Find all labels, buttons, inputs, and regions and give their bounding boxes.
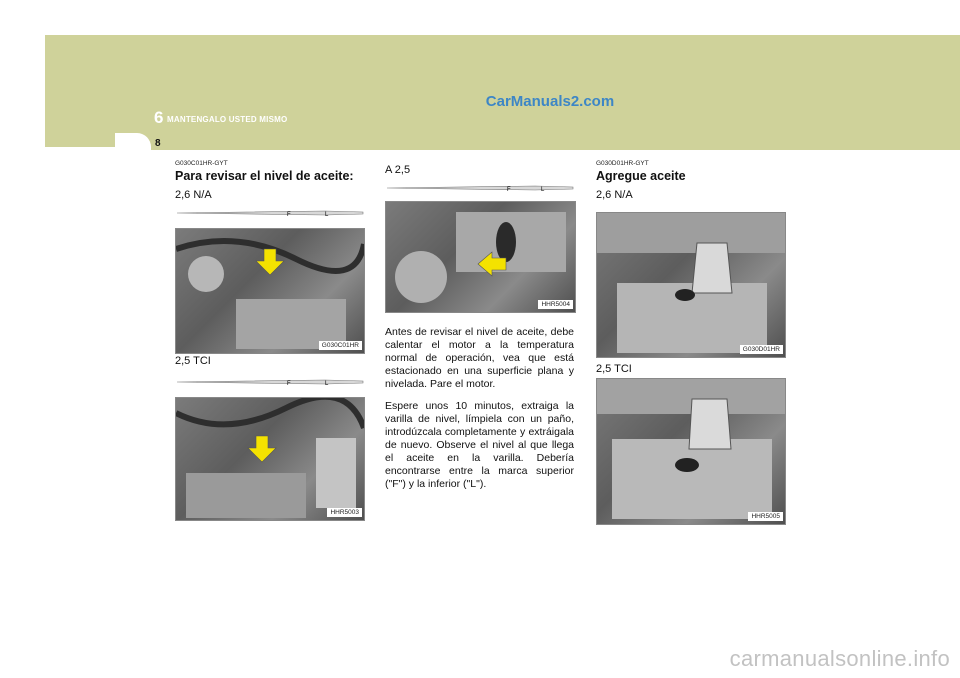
arrow-down-icon — [248, 436, 276, 462]
engine-label: 2,5 TCI — [596, 363, 632, 375]
oil-pour-illustration-icon — [597, 379, 785, 524]
page-number: 8 — [155, 138, 161, 149]
engine-illustration-icon — [386, 202, 575, 312]
dipstick-mark-l: L — [325, 381, 329, 387]
engine-illustration-icon — [176, 229, 364, 353]
page-tab-notch — [115, 133, 151, 157]
watermark-top-link[interactable]: CarManuals2.com — [485, 93, 615, 110]
engine-label: 2,5 TCI — [175, 355, 211, 367]
page-tab — [120, 133, 960, 150]
paragraph: Antes de revisar el nivel de aceite, debe calentar el motor a la temperatura normal de operación, vea que está estacionado en una superficie plana y nivelada. Pare el motor. — [385, 326, 574, 390]
instructions-text — [385, 326, 574, 500]
engine-photo — [175, 397, 365, 521]
column-add-oil — [596, 160, 786, 201]
photo-ref: HHR5004 — [538, 300, 573, 309]
watermark-bottom-link[interactable]: carmanualsonline.info — [729, 646, 950, 671]
photo-ref: HHR5005 — [748, 512, 783, 521]
engine-label: 2,6 N/A — [175, 189, 212, 201]
dipstick-illustration-icon — [385, 183, 575, 193]
engine-photo — [596, 212, 786, 358]
photo-ref: G030C01HR — [319, 341, 362, 350]
chapter-number: 6 — [154, 108, 164, 127]
dipstick-illustration-icon — [175, 377, 365, 387]
engine-photo — [385, 201, 576, 313]
dipstick-illustration-icon — [175, 208, 365, 218]
dipstick-mark-f: F — [287, 212, 291, 218]
engine-label: 2,6 N/A — [596, 189, 633, 201]
paragraph: Espere unos 10 minutos, extraiga la varilla de nivel, límpiela con un paño, introdúzcala completamente y extráigala de nuevo. Observe el nivel al que llega el aceite en la varilla. Debería encontrarse entre la marca superior ("F") y la inferior ("L"). — [385, 400, 574, 490]
section-code: G030C01HR-GYT — [175, 160, 228, 167]
engine-photo — [596, 378, 786, 525]
engine-illustration-icon — [176, 398, 364, 520]
dipstick-mark-l: L — [325, 212, 329, 218]
section-heading: Agregue aceite — [596, 169, 686, 183]
header-band — [45, 35, 960, 147]
photo-ref: G030D01HR — [740, 345, 783, 354]
column-check-oil — [175, 160, 365, 201]
engine-photo — [175, 228, 365, 354]
dipstick-mark-f: F — [287, 381, 291, 387]
oil-pour-illustration-icon — [597, 213, 785, 357]
dipstick-mark-l: L — [541, 187, 545, 193]
section-code: G030D01HR-GYT — [596, 160, 649, 167]
photo-ref: HHR5003 — [327, 508, 362, 517]
dipstick-mark-f: F — [507, 187, 511, 193]
section-heading: Para revisar el nivel de aceite: — [175, 169, 354, 183]
engine-label: A 2,5 — [385, 164, 411, 176]
chapter-title: MANTENGALO USTED MISMO — [167, 115, 288, 124]
